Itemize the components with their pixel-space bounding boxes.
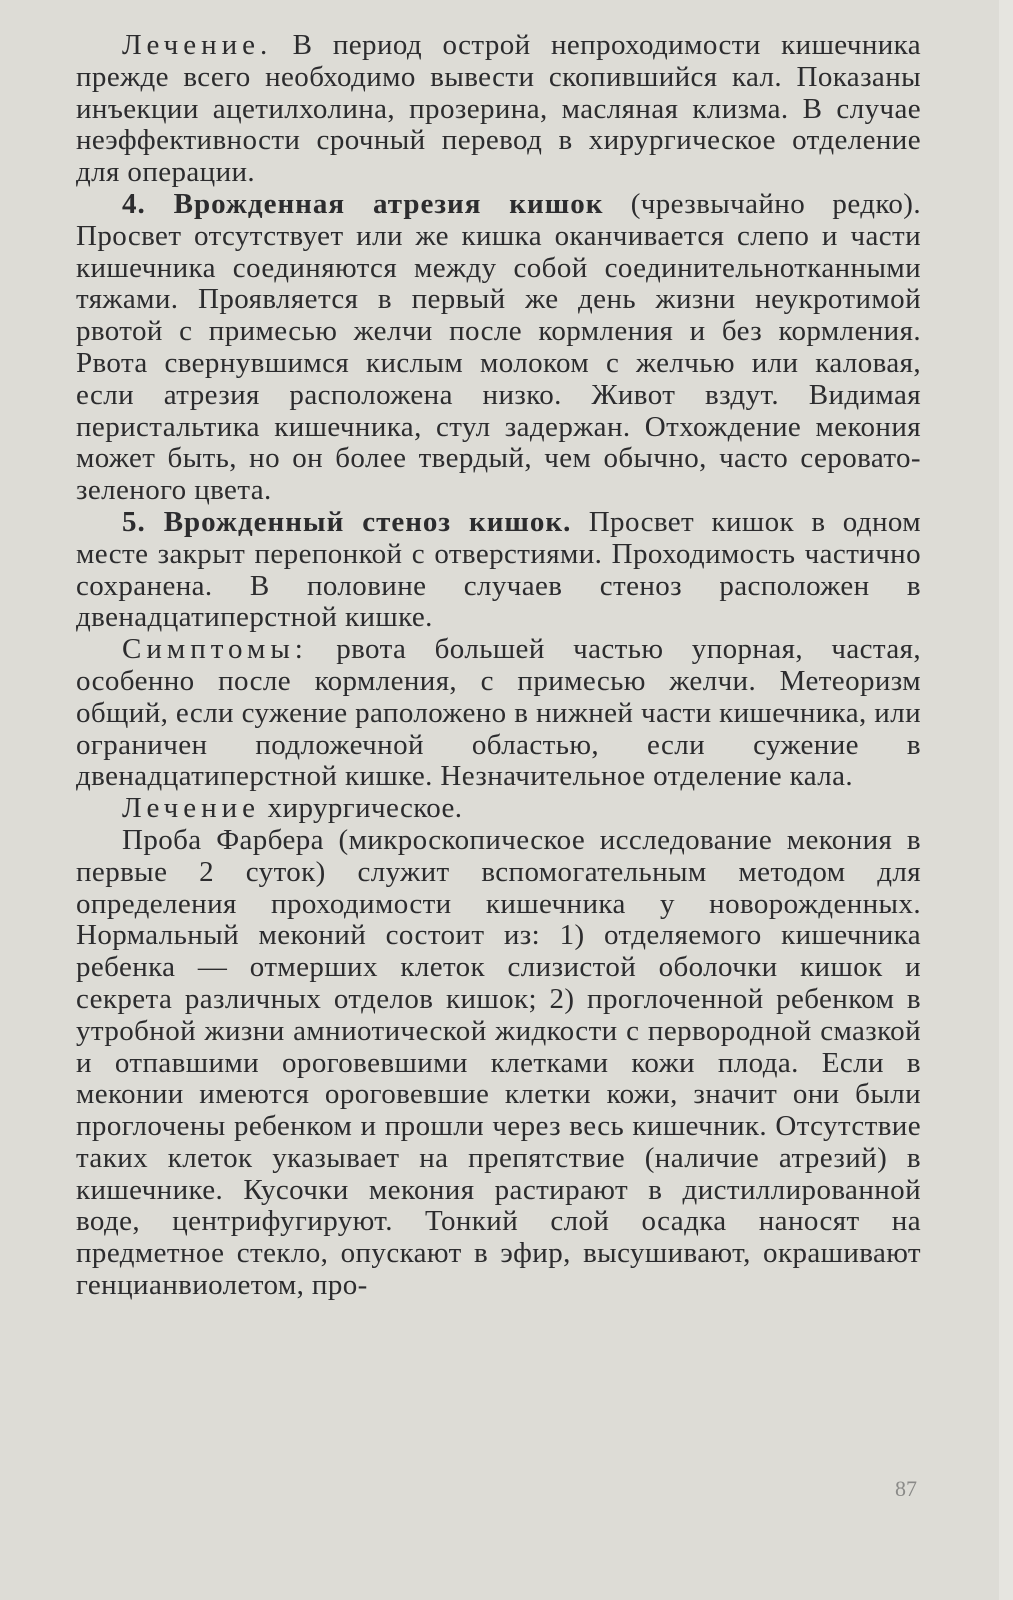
body-text <box>76 30 921 1302</box>
paragraph-text: рвота большей частью упорная, частая, особенно после кормления, с примесью желчи. Метеоризм общий, если сужение раположено в нижней части кишечника, или ограничен подложечной областью, если сужение в двенадцатиперстной кишке. Незначительное отделение кала. <box>76 633 921 793</box>
paragraph-text: (чрезвычайно редко). Просвет отсутствует или же кишка оканчивается слепо и части кишечника соединяются между собой соединительнотканными тяжами. Проявляется в первый же день жизни неукротимой рвотой с примесью желчи после кормления и без кормления. Рвота свернувшимся кислым молоком с желчью или каловая, если атрезия расположена низко. Живот вздут. Видимая перистальтика кишечника, стул задержан. Отхождение мекония может быть, но он более твердый, чем обычно, часто серовато-зеленого цвета. <box>76 187 922 507</box>
paragraph-atresia <box>76 189 921 507</box>
page-number: 87 <box>895 1476 917 1501</box>
paragraph-lead: Симптомы: <box>122 633 308 666</box>
paragraph-farber-test <box>76 825 921 1302</box>
paragraph-treatment-surgical <box>76 793 921 825</box>
paragraph-text: Проба Фарбера (микроскопическое исследование мекония в первые 2 суток) служит вспомогательным методом для определения проходимости кишечника у новорожденных. Нормальный меконий состоит из: 1) отделяемого кишечника ребенка — отмерших клеток слизистой оболочки кишок и секрета различных отделов кишок; 2) проглоченной ребенком в утробной жизни амниотической жидкости с первородной смазкой и отпавшими ороговевшими клетками кожи плода. Если в меконии имеются ороговевшие клетки кожи, значит они были проглочены ребенком и прошли через весь кишечник. Отсутствие таких клеток указывает на препятствие (наличие атрезий) в кишечнике. Кусочки мекония растирают в дистиллированной воде, центрифугируют. Тонкий слой осадка наносят на предметное стекло, опускают в эфир, высушивают, окрашивают генцианвиолетом, про- <box>76 823 921 1302</box>
paragraph-text: хирургическое. <box>260 792 463 825</box>
section-heading-stenosis: 5. Врожденный стеноз кишок. <box>122 505 572 538</box>
paragraph-treatment-obstruction <box>76 30 921 189</box>
paragraph-stenosis <box>76 507 921 634</box>
paragraph-text: Просвет кишок в одном месте закрыт перепонкой с отверстиями. Проходимость частично сохранена. В половине случаев стеноз расположен в двенадцатиперстной кишке. <box>76 505 921 634</box>
paragraph-text: В период острой непроходимости кишечника прежде всего необходимо вывести скопившийся кал. Показаны инъекции ацетилхолина, прозерина, масляная клизма. В случае неэффективности срочный перевод в хирургическое отделение для операции. <box>76 29 921 189</box>
paragraph-lead: Лечение <box>122 792 260 825</box>
paragraph-symptoms <box>76 634 921 793</box>
section-heading-atresia: 4. Врожденная атрезия кишок <box>122 187 604 220</box>
paragraph-lead: Лечение. <box>122 29 273 61</box>
scan-edge <box>999 0 1013 1600</box>
